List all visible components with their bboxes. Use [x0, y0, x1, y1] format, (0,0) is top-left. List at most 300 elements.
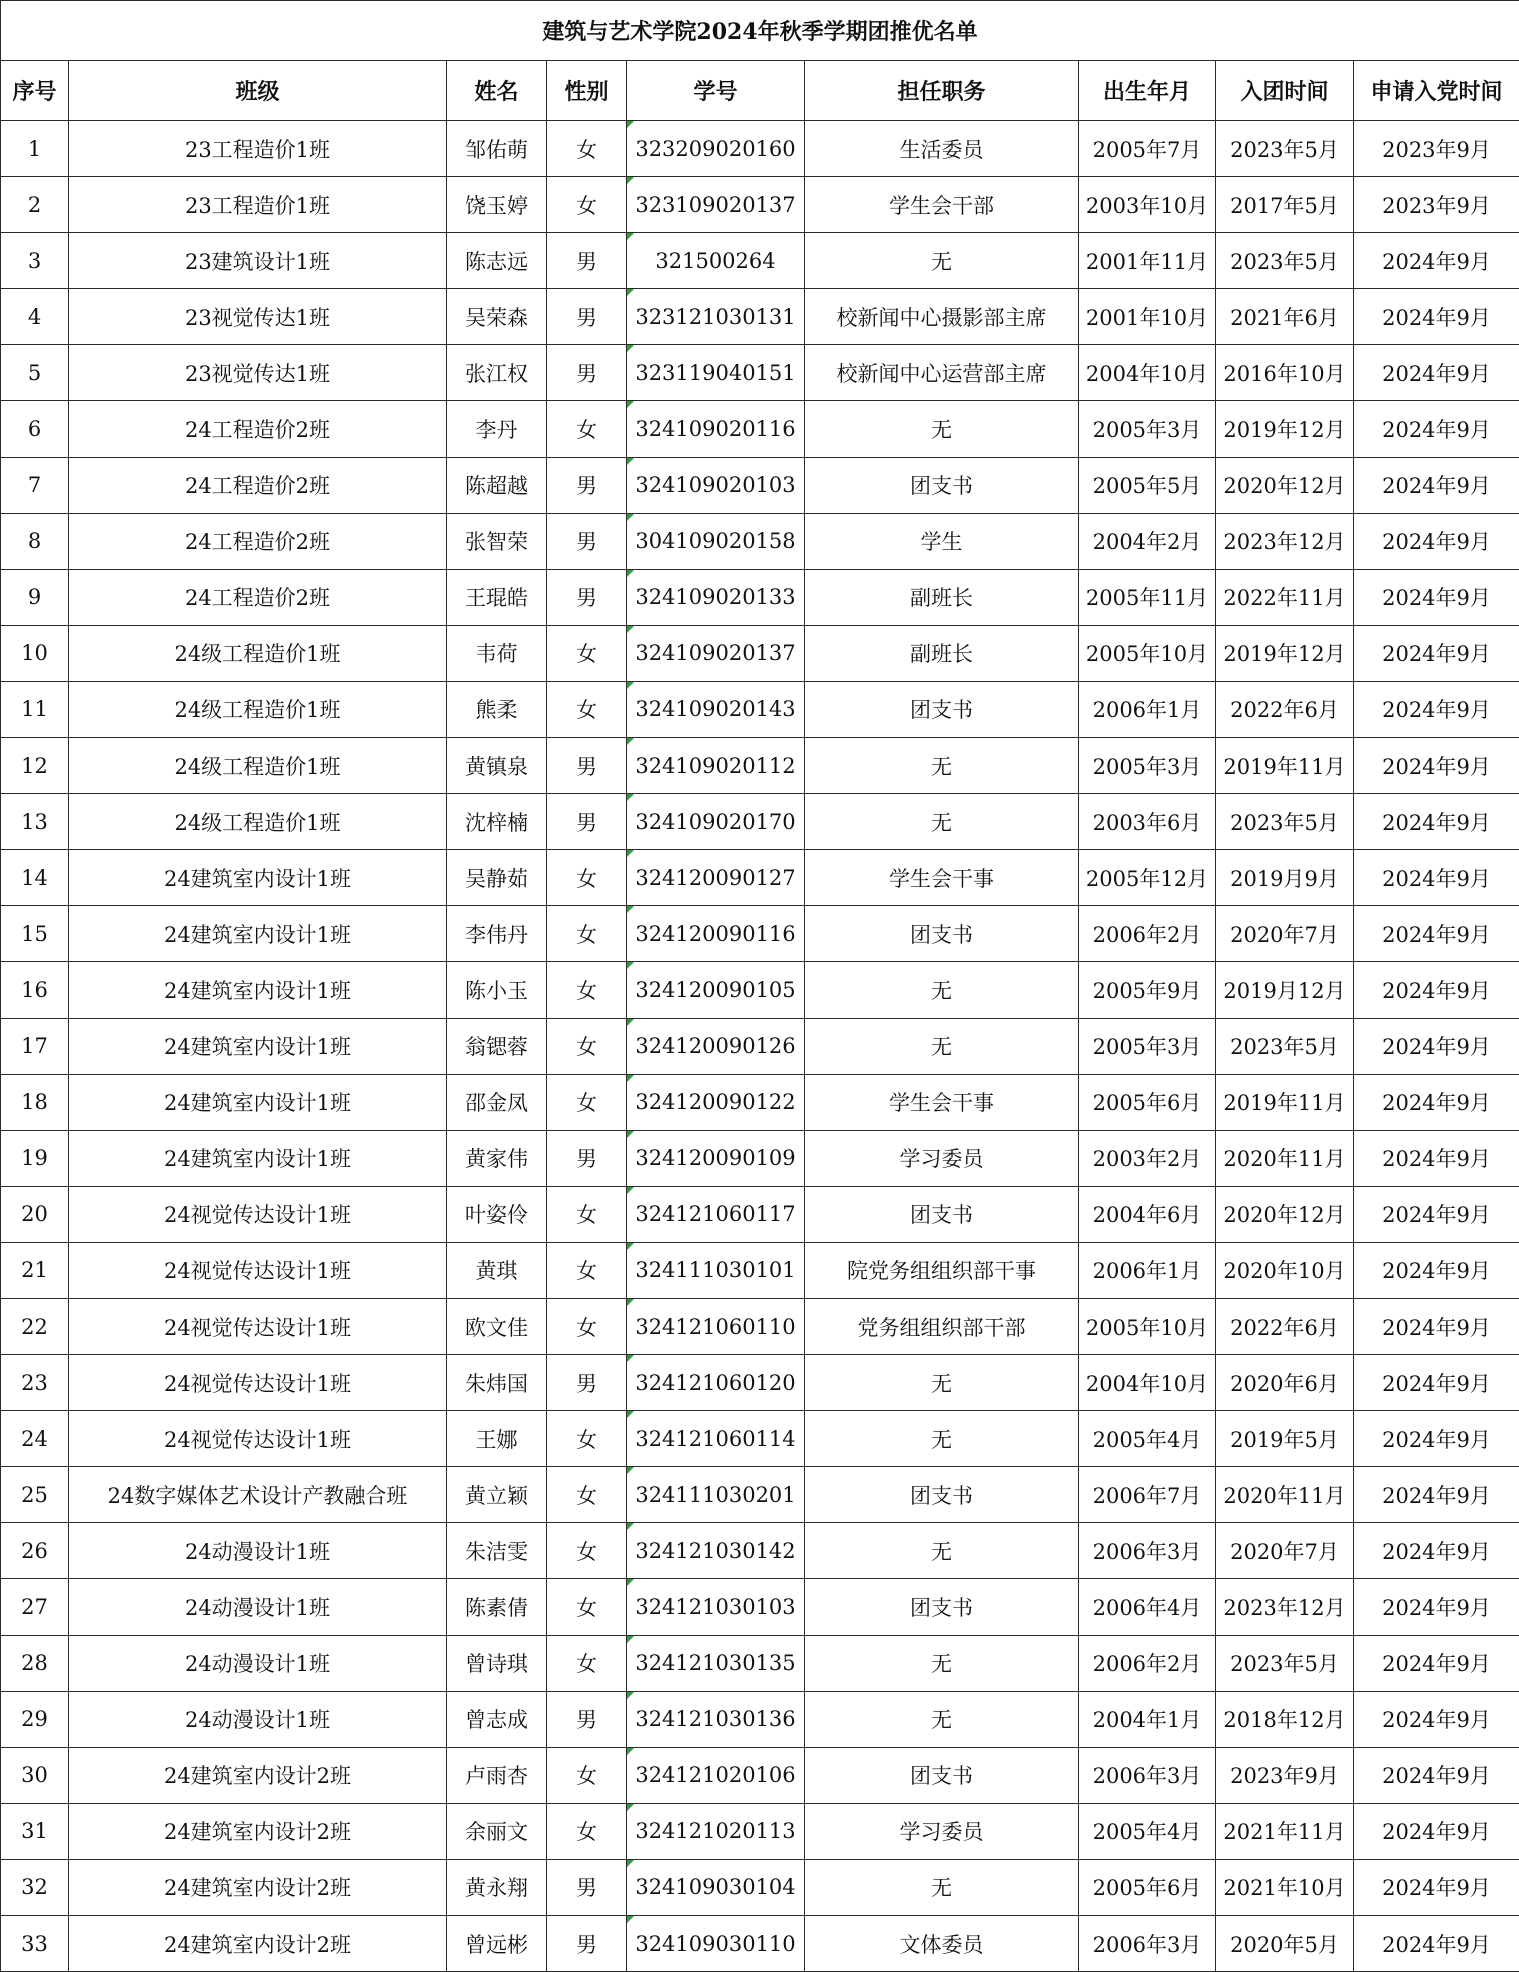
- cell-league-join-date[interactable]: 2020年10月: [1216, 1242, 1354, 1298]
- cell-league-join-date[interactable]: 2021年6月: [1216, 289, 1354, 345]
- cell-party-application-date[interactable]: 2024年9月: [1354, 1130, 1519, 1186]
- cell-gender[interactable]: 女: [547, 1579, 627, 1635]
- cell-birth-date[interactable]: 2003年6月: [1079, 794, 1216, 850]
- cell-index[interactable]: 25: [1, 1467, 69, 1523]
- cell-index[interactable]: 19: [1, 1130, 69, 1186]
- cell-student-id[interactable]: 324121020106: [627, 1747, 805, 1803]
- cell-position[interactable]: 学生会干事: [805, 850, 1079, 906]
- cell-index[interactable]: 24: [1, 1411, 69, 1467]
- cell-position[interactable]: 团支书: [805, 681, 1079, 737]
- cell-name[interactable]: 欧文佳: [447, 1298, 547, 1354]
- cell-student-id[interactable]: 324111030101: [627, 1242, 805, 1298]
- cell-student-id[interactable]: 324121030142: [627, 1523, 805, 1579]
- cell-class[interactable]: 24建筑室内设计2班: [69, 1859, 447, 1915]
- cell-student-id[interactable]: 321500264: [627, 233, 805, 289]
- cell-name[interactable]: 吴荣森: [447, 289, 547, 345]
- cell-class[interactable]: 24视觉传达设计1班: [69, 1242, 447, 1298]
- cell-gender[interactable]: 女: [547, 401, 627, 457]
- cell-party-application-date[interactable]: 2024年9月: [1354, 1691, 1519, 1747]
- cell-name[interactable]: 黄立颖: [447, 1467, 547, 1523]
- cell-student-id[interactable]: 324120090122: [627, 1074, 805, 1130]
- cell-class[interactable]: 24视觉传达设计1班: [69, 1298, 447, 1354]
- cell-student-id[interactable]: 324121060117: [627, 1186, 805, 1242]
- cell-class[interactable]: 23视觉传达1班: [69, 345, 447, 401]
- cell-league-join-date[interactable]: 2018年12月: [1216, 1691, 1354, 1747]
- cell-name[interactable]: 吴静茹: [447, 850, 547, 906]
- cell-student-id[interactable]: 323109020137: [627, 177, 805, 233]
- cell-league-join-date[interactable]: 2023年5月: [1216, 233, 1354, 289]
- cell-position[interactable]: 无: [805, 1355, 1079, 1411]
- cell-name[interactable]: 陈小玉: [447, 962, 547, 1018]
- cell-gender[interactable]: 女: [547, 850, 627, 906]
- cell-league-join-date[interactable]: 2023年12月: [1216, 513, 1354, 569]
- cell-gender[interactable]: 女: [547, 1018, 627, 1074]
- cell-class[interactable]: 24动漫设计1班: [69, 1635, 447, 1691]
- cell-position[interactable]: 学习委员: [805, 1130, 1079, 1186]
- cell-gender[interactable]: 男: [547, 345, 627, 401]
- cell-student-id[interactable]: 324120090116: [627, 906, 805, 962]
- cell-student-id[interactable]: 323209020160: [627, 121, 805, 177]
- cell-position[interactable]: 无: [805, 738, 1079, 794]
- cell-class[interactable]: 24工程造价2班: [69, 401, 447, 457]
- cell-student-id[interactable]: 324121030135: [627, 1635, 805, 1691]
- cell-index[interactable]: 31: [1, 1803, 69, 1859]
- cell-index[interactable]: 17: [1, 1018, 69, 1074]
- cell-name[interactable]: 陈超越: [447, 457, 547, 513]
- cell-student-id[interactable]: 324109020112: [627, 738, 805, 794]
- cell-index[interactable]: 21: [1, 1242, 69, 1298]
- cell-league-join-date[interactable]: 2020年11月: [1216, 1130, 1354, 1186]
- header-league-join-date[interactable]: 入团时间: [1216, 61, 1354, 121]
- cell-position[interactable]: 无: [805, 1859, 1079, 1915]
- cell-party-application-date[interactable]: 2024年9月: [1354, 681, 1519, 737]
- cell-gender[interactable]: 女: [547, 1803, 627, 1859]
- cell-index[interactable]: 6: [1, 401, 69, 457]
- cell-class[interactable]: 24级工程造价1班: [69, 625, 447, 681]
- cell-birth-date[interactable]: 2004年10月: [1079, 345, 1216, 401]
- cell-name[interactable]: 黄琪: [447, 1242, 547, 1298]
- cell-gender[interactable]: 女: [547, 1074, 627, 1130]
- cell-gender[interactable]: 男: [547, 1691, 627, 1747]
- cell-index[interactable]: 30: [1, 1747, 69, 1803]
- cell-index[interactable]: 18: [1, 1074, 69, 1130]
- cell-league-join-date[interactable]: 2023年5月: [1216, 121, 1354, 177]
- cell-class[interactable]: 24动漫设计1班: [69, 1691, 447, 1747]
- cell-name[interactable]: 李丹: [447, 401, 547, 457]
- cell-party-application-date[interactable]: 2024年9月: [1354, 1916, 1519, 1972]
- cell-name[interactable]: 黄镇泉: [447, 738, 547, 794]
- cell-student-id[interactable]: 324121020113: [627, 1803, 805, 1859]
- cell-league-join-date[interactable]: 2019年12月: [1216, 401, 1354, 457]
- cell-party-application-date[interactable]: 2024年9月: [1354, 1747, 1519, 1803]
- cell-class[interactable]: 24数字媒体艺术设计产教融合班: [69, 1467, 447, 1523]
- cell-league-join-date[interactable]: 2023年12月: [1216, 1579, 1354, 1635]
- cell-gender[interactable]: 女: [547, 1186, 627, 1242]
- cell-league-join-date[interactable]: 2016年10月: [1216, 345, 1354, 401]
- cell-student-id[interactable]: 324121060114: [627, 1411, 805, 1467]
- cell-position[interactable]: 无: [805, 962, 1079, 1018]
- cell-class[interactable]: 23工程造价1班: [69, 177, 447, 233]
- cell-position[interactable]: 文体委员: [805, 1916, 1079, 1972]
- cell-class[interactable]: 24动漫设计1班: [69, 1523, 447, 1579]
- cell-position[interactable]: 生活委员: [805, 121, 1079, 177]
- cell-position[interactable]: 党务组组织部干部: [805, 1298, 1079, 1354]
- cell-party-application-date[interactable]: 2023年9月: [1354, 121, 1519, 177]
- cell-class[interactable]: 24视觉传达设计1班: [69, 1411, 447, 1467]
- cell-league-join-date[interactable]: 2020年5月: [1216, 1916, 1354, 1972]
- cell-student-id[interactable]: 324109020133: [627, 569, 805, 625]
- cell-league-join-date[interactable]: 2019年12月: [1216, 625, 1354, 681]
- cell-class[interactable]: 24级工程造价1班: [69, 794, 447, 850]
- cell-position[interactable]: 团支书: [805, 1579, 1079, 1635]
- cell-gender[interactable]: 女: [547, 962, 627, 1018]
- cell-name[interactable]: 邹佑萌: [447, 121, 547, 177]
- cell-student-id[interactable]: 324109020143: [627, 681, 805, 737]
- cell-student-id[interactable]: 324121060120: [627, 1355, 805, 1411]
- cell-gender[interactable]: 男: [547, 233, 627, 289]
- cell-class[interactable]: 24建筑室内设计1班: [69, 1074, 447, 1130]
- cell-student-id[interactable]: 304109020158: [627, 513, 805, 569]
- cell-birth-date[interactable]: 2004年10月: [1079, 1355, 1216, 1411]
- cell-name[interactable]: 李伟丹: [447, 906, 547, 962]
- cell-birth-date[interactable]: 2004年2月: [1079, 513, 1216, 569]
- header-gender[interactable]: 性别: [547, 61, 627, 121]
- cell-name[interactable]: 翁锶蓉: [447, 1018, 547, 1074]
- cell-league-join-date[interactable]: 2020年12月: [1216, 1186, 1354, 1242]
- cell-gender[interactable]: 女: [547, 906, 627, 962]
- header-index[interactable]: 序号: [1, 61, 69, 121]
- cell-student-id[interactable]: 324111030201: [627, 1467, 805, 1523]
- cell-index[interactable]: 27: [1, 1579, 69, 1635]
- cell-name[interactable]: 曾志成: [447, 1691, 547, 1747]
- cell-birth-date[interactable]: 2006年1月: [1079, 681, 1216, 737]
- cell-gender[interactable]: 男: [547, 1130, 627, 1186]
- cell-class[interactable]: 23工程造价1班: [69, 121, 447, 177]
- cell-name[interactable]: 饶玉婷: [447, 177, 547, 233]
- cell-gender[interactable]: 男: [547, 457, 627, 513]
- cell-party-application-date[interactable]: 2024年9月: [1354, 1242, 1519, 1298]
- cell-gender[interactable]: 女: [547, 1242, 627, 1298]
- cell-party-application-date[interactable]: 2024年9月: [1354, 513, 1519, 569]
- cell-birth-date[interactable]: 2006年1月: [1079, 1242, 1216, 1298]
- cell-party-application-date[interactable]: 2024年9月: [1354, 906, 1519, 962]
- cell-index[interactable]: 13: [1, 794, 69, 850]
- cell-index[interactable]: 12: [1, 738, 69, 794]
- cell-birth-date[interactable]: 2005年5月: [1079, 457, 1216, 513]
- cell-index[interactable]: 5: [1, 345, 69, 401]
- header-class[interactable]: 班级: [69, 61, 447, 121]
- cell-party-application-date[interactable]: 2024年9月: [1354, 345, 1519, 401]
- cell-gender[interactable]: 女: [547, 1411, 627, 1467]
- cell-position[interactable]: 学生会干事: [805, 1074, 1079, 1130]
- cell-party-application-date[interactable]: 2024年9月: [1354, 1803, 1519, 1859]
- cell-birth-date[interactable]: 2005年12月: [1079, 850, 1216, 906]
- cell-position[interactable]: 院党务组组织部干事: [805, 1242, 1079, 1298]
- cell-index[interactable]: 2: [1, 177, 69, 233]
- cell-name[interactable]: 朱炜国: [447, 1355, 547, 1411]
- cell-party-application-date[interactable]: 2024年9月: [1354, 1411, 1519, 1467]
- cell-index[interactable]: 26: [1, 1523, 69, 1579]
- cell-party-application-date[interactable]: 2024年9月: [1354, 569, 1519, 625]
- cell-birth-date[interactable]: 2006年2月: [1079, 1635, 1216, 1691]
- header-birth-date[interactable]: 出生年月: [1079, 61, 1216, 121]
- cell-class[interactable]: 24建筑室内设计1班: [69, 962, 447, 1018]
- cell-birth-date[interactable]: 2006年3月: [1079, 1916, 1216, 1972]
- cell-position[interactable]: 校新闻中心摄影部主席: [805, 289, 1079, 345]
- cell-position[interactable]: 副班长: [805, 625, 1079, 681]
- cell-index[interactable]: 15: [1, 906, 69, 962]
- cell-student-id[interactable]: 324109030104: [627, 1859, 805, 1915]
- cell-party-application-date[interactable]: 2024年9月: [1354, 794, 1519, 850]
- cell-name[interactable]: 叶姿伶: [447, 1186, 547, 1242]
- cell-gender[interactable]: 女: [547, 681, 627, 737]
- cell-birth-date[interactable]: 2005年6月: [1079, 1859, 1216, 1915]
- document-title[interactable]: 建筑与艺术学院2024年秋季学期团推优名单: [1, 1, 1519, 61]
- cell-index[interactable]: 16: [1, 962, 69, 1018]
- cell-name[interactable]: 卢雨杏: [447, 1747, 547, 1803]
- cell-position[interactable]: 无: [805, 794, 1079, 850]
- cell-name[interactable]: 邵金凤: [447, 1074, 547, 1130]
- cell-birth-date[interactable]: 2001年10月: [1079, 289, 1216, 345]
- cell-gender[interactable]: 男: [547, 513, 627, 569]
- cell-class[interactable]: 24级工程造价1班: [69, 738, 447, 794]
- cell-party-application-date[interactable]: 2024年9月: [1354, 1298, 1519, 1354]
- cell-birth-date[interactable]: 2005年6月: [1079, 1074, 1216, 1130]
- cell-league-join-date[interactable]: 2019年11月: [1216, 1074, 1354, 1130]
- cell-student-id[interactable]: 324109020170: [627, 794, 805, 850]
- cell-student-id[interactable]: 324120090126: [627, 1018, 805, 1074]
- cell-name[interactable]: 张智荣: [447, 513, 547, 569]
- cell-name[interactable]: 曾诗琪: [447, 1635, 547, 1691]
- cell-name[interactable]: 韦荷: [447, 625, 547, 681]
- cell-index[interactable]: 23: [1, 1355, 69, 1411]
- cell-position[interactable]: 学生会干部: [805, 177, 1079, 233]
- cell-name[interactable]: 王娜: [447, 1411, 547, 1467]
- cell-class[interactable]: 24工程造价2班: [69, 513, 447, 569]
- cell-name[interactable]: 沈梓楠: [447, 794, 547, 850]
- cell-birth-date[interactable]: 2005年4月: [1079, 1803, 1216, 1859]
- cell-gender[interactable]: 男: [547, 794, 627, 850]
- header-name[interactable]: 姓名: [447, 61, 547, 121]
- cell-name[interactable]: 陈志远: [447, 233, 547, 289]
- cell-gender[interactable]: 女: [547, 121, 627, 177]
- cell-position[interactable]: 无: [805, 1635, 1079, 1691]
- header-party-application-date[interactable]: 申请入党时间: [1354, 61, 1519, 121]
- cell-party-application-date[interactable]: 2024年9月: [1354, 850, 1519, 906]
- cell-position[interactable]: 校新闻中心运营部主席: [805, 345, 1079, 401]
- cell-class[interactable]: 24工程造价2班: [69, 457, 447, 513]
- cell-party-application-date[interactable]: 2023年9月: [1354, 177, 1519, 233]
- cell-party-application-date[interactable]: 2024年9月: [1354, 1859, 1519, 1915]
- cell-index[interactable]: 20: [1, 1186, 69, 1242]
- cell-position[interactable]: 无: [805, 401, 1079, 457]
- cell-name[interactable]: 余丽文: [447, 1803, 547, 1859]
- cell-class[interactable]: 24建筑室内设计2班: [69, 1803, 447, 1859]
- cell-index[interactable]: 8: [1, 513, 69, 569]
- cell-class[interactable]: 24建筑室内设计1班: [69, 1018, 447, 1074]
- cell-party-application-date[interactable]: 2024年9月: [1354, 1074, 1519, 1130]
- cell-index[interactable]: 33: [1, 1916, 69, 1972]
- cell-birth-date[interactable]: 2005年3月: [1079, 738, 1216, 794]
- cell-gender[interactable]: 女: [547, 1747, 627, 1803]
- cell-birth-date[interactable]: 2006年3月: [1079, 1747, 1216, 1803]
- cell-gender[interactable]: 女: [547, 177, 627, 233]
- cell-class[interactable]: 24工程造价2班: [69, 569, 447, 625]
- cell-student-id[interactable]: 324121060110: [627, 1298, 805, 1354]
- cell-student-id[interactable]: 324121030103: [627, 1579, 805, 1635]
- cell-party-application-date[interactable]: 2024年9月: [1354, 738, 1519, 794]
- cell-birth-date[interactable]: 2004年1月: [1079, 1691, 1216, 1747]
- cell-position[interactable]: 团支书: [805, 906, 1079, 962]
- cell-name[interactable]: 张江权: [447, 345, 547, 401]
- cell-league-join-date[interactable]: 2023年5月: [1216, 1635, 1354, 1691]
- cell-class[interactable]: 24视觉传达设计1班: [69, 1186, 447, 1242]
- cell-party-application-date[interactable]: 2024年9月: [1354, 1018, 1519, 1074]
- cell-league-join-date[interactable]: 2020年7月: [1216, 906, 1354, 962]
- cell-gender[interactable]: 女: [547, 1467, 627, 1523]
- cell-birth-date[interactable]: 2003年2月: [1079, 1130, 1216, 1186]
- cell-party-application-date[interactable]: 2024年9月: [1354, 962, 1519, 1018]
- cell-student-id[interactable]: 324121030136: [627, 1691, 805, 1747]
- cell-index[interactable]: 3: [1, 233, 69, 289]
- cell-class[interactable]: 24建筑室内设计2班: [69, 1916, 447, 1972]
- cell-gender[interactable]: 女: [547, 1298, 627, 1354]
- cell-index[interactable]: 22: [1, 1298, 69, 1354]
- cell-league-join-date[interactable]: 2017年5月: [1216, 177, 1354, 233]
- cell-student-id[interactable]: 324120090127: [627, 850, 805, 906]
- cell-birth-date[interactable]: 2001年11月: [1079, 233, 1216, 289]
- cell-index[interactable]: 10: [1, 625, 69, 681]
- cell-league-join-date[interactable]: 2023年5月: [1216, 1018, 1354, 1074]
- cell-birth-date[interactable]: 2003年10月: [1079, 177, 1216, 233]
- cell-gender[interactable]: 女: [547, 1635, 627, 1691]
- cell-position[interactable]: 团支书: [805, 1186, 1079, 1242]
- cell-class[interactable]: 24建筑室内设计2班: [69, 1747, 447, 1803]
- cell-class[interactable]: 23建筑设计1班: [69, 233, 447, 289]
- cell-birth-date[interactable]: 2006年3月: [1079, 1523, 1216, 1579]
- cell-student-id[interactable]: 324120090109: [627, 1130, 805, 1186]
- cell-name[interactable]: 熊柔: [447, 681, 547, 737]
- cell-gender[interactable]: 男: [547, 1355, 627, 1411]
- cell-position[interactable]: 无: [805, 1523, 1079, 1579]
- cell-league-join-date[interactable]: 2022年6月: [1216, 1298, 1354, 1354]
- cell-position[interactable]: 副班长: [805, 569, 1079, 625]
- cell-league-join-date[interactable]: 2022年11月: [1216, 569, 1354, 625]
- cell-league-join-date[interactable]: 2019年5月: [1216, 1411, 1354, 1467]
- cell-index[interactable]: 9: [1, 569, 69, 625]
- cell-name[interactable]: 黄永翔: [447, 1859, 547, 1915]
- cell-class[interactable]: 24建筑室内设计1班: [69, 850, 447, 906]
- cell-index[interactable]: 28: [1, 1635, 69, 1691]
- cell-birth-date[interactable]: 2004年6月: [1079, 1186, 1216, 1242]
- cell-party-application-date[interactable]: 2024年9月: [1354, 1579, 1519, 1635]
- cell-name[interactable]: 朱洁雯: [447, 1523, 547, 1579]
- cell-league-join-date[interactable]: 2021年11月: [1216, 1803, 1354, 1859]
- cell-name[interactable]: 陈素倩: [447, 1579, 547, 1635]
- cell-gender[interactable]: 女: [547, 1523, 627, 1579]
- cell-league-join-date[interactable]: 2019月12月: [1216, 962, 1354, 1018]
- cell-index[interactable]: 14: [1, 850, 69, 906]
- cell-gender[interactable]: 男: [547, 569, 627, 625]
- cell-student-id[interactable]: 323121030131: [627, 289, 805, 345]
- cell-gender[interactable]: 男: [547, 289, 627, 345]
- cell-birth-date[interactable]: 2005年3月: [1079, 1018, 1216, 1074]
- cell-party-application-date[interactable]: 2024年9月: [1354, 289, 1519, 345]
- cell-student-id[interactable]: 324109020137: [627, 625, 805, 681]
- cell-party-application-date[interactable]: 2024年9月: [1354, 1467, 1519, 1523]
- cell-birth-date[interactable]: 2005年7月: [1079, 121, 1216, 177]
- cell-position[interactable]: 团支书: [805, 1747, 1079, 1803]
- cell-index[interactable]: 7: [1, 457, 69, 513]
- cell-position[interactable]: 团支书: [805, 1467, 1079, 1523]
- cell-league-join-date[interactable]: 2023年5月: [1216, 794, 1354, 850]
- cell-birth-date[interactable]: 2005年4月: [1079, 1411, 1216, 1467]
- cell-index[interactable]: 11: [1, 681, 69, 737]
- cell-party-application-date[interactable]: 2024年9月: [1354, 457, 1519, 513]
- cell-birth-date[interactable]: 2006年2月: [1079, 906, 1216, 962]
- cell-class[interactable]: 24动漫设计1班: [69, 1579, 447, 1635]
- cell-position[interactable]: 学生: [805, 513, 1079, 569]
- cell-league-join-date[interactable]: 2020年12月: [1216, 457, 1354, 513]
- cell-birth-date[interactable]: 2005年11月: [1079, 569, 1216, 625]
- cell-class[interactable]: 23视觉传达1班: [69, 289, 447, 345]
- cell-league-join-date[interactable]: 2022年6月: [1216, 681, 1354, 737]
- cell-name[interactable]: 黄家伟: [447, 1130, 547, 1186]
- cell-class[interactable]: 24视觉传达设计1班: [69, 1355, 447, 1411]
- cell-party-application-date[interactable]: 2024年9月: [1354, 1523, 1519, 1579]
- cell-student-id[interactable]: 324109030110: [627, 1916, 805, 1972]
- cell-position[interactable]: 团支书: [805, 457, 1079, 513]
- cell-class[interactable]: 24级工程造价1班: [69, 681, 447, 737]
- cell-party-application-date[interactable]: 2024年9月: [1354, 1355, 1519, 1411]
- cell-name[interactable]: 王琨皓: [447, 569, 547, 625]
- cell-league-join-date[interactable]: 2023年9月: [1216, 1747, 1354, 1803]
- cell-birth-date[interactable]: 2005年9月: [1079, 962, 1216, 1018]
- cell-party-application-date[interactable]: 2024年9月: [1354, 1186, 1519, 1242]
- cell-position[interactable]: 无: [805, 233, 1079, 289]
- cell-position[interactable]: 无: [805, 1018, 1079, 1074]
- cell-birth-date[interactable]: 2006年4月: [1079, 1579, 1216, 1635]
- cell-league-join-date[interactable]: 2020年6月: [1216, 1355, 1354, 1411]
- cell-position[interactable]: 无: [805, 1691, 1079, 1747]
- cell-league-join-date[interactable]: 2020年7月: [1216, 1523, 1354, 1579]
- cell-student-id[interactable]: 324120090105: [627, 962, 805, 1018]
- cell-gender[interactable]: 女: [547, 625, 627, 681]
- cell-index[interactable]: 29: [1, 1691, 69, 1747]
- cell-student-id[interactable]: 324109020103: [627, 457, 805, 513]
- cell-party-application-date[interactable]: 2024年9月: [1354, 401, 1519, 457]
- cell-class[interactable]: 24建筑室内设计1班: [69, 906, 447, 962]
- cell-class[interactable]: 24建筑室内设计1班: [69, 1130, 447, 1186]
- cell-position[interactable]: 无: [805, 1411, 1079, 1467]
- cell-gender[interactable]: 男: [547, 1916, 627, 1972]
- cell-position[interactable]: 学习委员: [805, 1803, 1079, 1859]
- cell-league-join-date[interactable]: 2021年10月: [1216, 1859, 1354, 1915]
- cell-gender[interactable]: 男: [547, 738, 627, 794]
- cell-league-join-date[interactable]: 2020年11月: [1216, 1467, 1354, 1523]
- cell-index[interactable]: 32: [1, 1859, 69, 1915]
- cell-student-id[interactable]: 324109020116: [627, 401, 805, 457]
- cell-birth-date[interactable]: 2006年7月: [1079, 1467, 1216, 1523]
- header-position[interactable]: 担任职务: [805, 61, 1079, 121]
- cell-league-join-date[interactable]: 2019月9月: [1216, 850, 1354, 906]
- cell-party-application-date[interactable]: 2024年9月: [1354, 1635, 1519, 1691]
- cell-name[interactable]: 曾远彬: [447, 1916, 547, 1972]
- cell-birth-date[interactable]: 2005年10月: [1079, 625, 1216, 681]
- cell-birth-date[interactable]: 2005年3月: [1079, 401, 1216, 457]
- header-student-id[interactable]: 学号: [627, 61, 805, 121]
- cell-party-application-date[interactable]: 2024年9月: [1354, 233, 1519, 289]
